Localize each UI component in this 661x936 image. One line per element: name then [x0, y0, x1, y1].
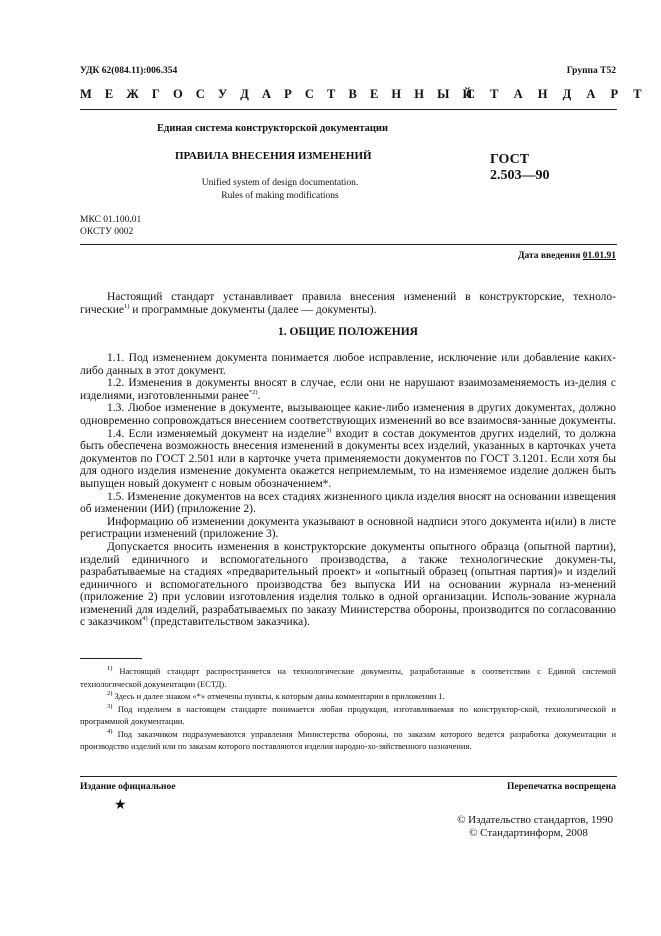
copyright-block	[457, 814, 613, 840]
footnote-1: $^{1)}$ Настоящий стандарт распространяется на технологические документы, разработанные в соответствии с Единой системой технологической документации (ЕСТД).	[80, 665, 616, 689]
clause-1-4: 1.4. Если изменяемый документ на изделие$^{3)}$ входит в состав документов других изделий, то должна быть обеспечена возможность внесения изменений в документы всех изделий, указанных в карточках учета документов по ГОСТ 2.501 или в карточке учета применяемости документов по ГОСТ 3.1201. Если хотя бы для одного изделия изменение документа окажется неприемлемым, то на изменяемое изделие должен быть выпущен новый документ с новым обозначением*.	[80, 426, 617, 490]
gost-designation	[490, 152, 550, 184]
clause-1-3: 1.3. Любое изменение в документе, вызывающее какие-либо изменения в других документах, должно одновременно сопровождаться внесением соответствующих изменений во все взаимосвя-занные документы.	[80, 402, 616, 427]
reprint-notice: Перепечатка воспрещена	[506, 782, 616, 792]
footer-rule	[80, 776, 617, 777]
title-block-rule	[80, 244, 617, 245]
intro-date-value: 01.01.91	[582, 251, 616, 261]
section-body	[80, 352, 616, 629]
mks-code: МКС 01.100.01	[80, 215, 142, 225]
clause-1-5: 1.5. Изменение документов на всех стадиях жизненного цикла изделия вносят на основании извещения об изменении (ИИ) (приложение 2).	[80, 490, 616, 516]
copyright-publisher: © Издательство стандартов, 1990	[457, 814, 613, 826]
intro-date	[518, 251, 616, 261]
clause-1-2: 1.2. Изменения в документы вносят в случае, если они не нарушают взаимозаменяемость из-делия с изделиями, изготовленными ранее$^{*2)}$.	[80, 377, 616, 402]
classification-codes	[80, 214, 141, 238]
document-title: ПРАВИЛА ВНЕСЕНИЯ ИЗМЕНЕНИЙ	[175, 150, 372, 162]
footnote-3: $^{3)}$ Под изделием в настоящем стандарте понимается любая продукция, изготавливаемая по конструктор-ской, технологической и программной документации.	[80, 702, 616, 726]
copyright-standartinform: © Стандартинформ, 2008	[469, 827, 588, 839]
star-icon: ★	[114, 798, 127, 813]
system-name: Единая система конструкторской документации	[157, 123, 388, 134]
group-code: Группа Т52	[566, 66, 616, 76]
footnote-4: $^{4)}$ Под заказчиком подразумеваются управления Министерства обороны, по заказам которого ведется разработка документации и производство изделий или по заказам которого поставляются изделия народно-хо-зяйственного назначения.	[80, 727, 616, 751]
english-title-line-2: Rules of making modifications	[221, 191, 339, 201]
clause-info: Информацию об изменении документа указывают в основной надписи этого документа и(или) в листе регистрации изменений (приложение 3).	[80, 515, 616, 541]
banner-left: М Е Ж Г О С У Д А Р С Т В Е Н Н Ы Й	[80, 87, 478, 101]
header-rule	[80, 109, 617, 110]
english-title-line-1: Unified system of design documentation.	[201, 178, 359, 188]
intro-paragraph: Настоящий стандарт устанавливает правила внесения изменений в конструкторские, техноло-гические$^{1)}$ и программные документы (далее — документы).	[80, 291, 616, 316]
udc-code: УДК 62(084.11):006.354	[80, 66, 178, 76]
footnotes	[80, 665, 616, 753]
intro-date-label: Дата введения	[517, 251, 581, 261]
footnote-2: $^{2)}$ Здесь и далее знаком «*» отмечены пункты, к которым даны комментарии в приложении 1.	[107, 690, 445, 701]
banner-right: С Т А Н Д А Р Т	[466, 87, 648, 101]
clause-1-1: 1.1. Под изменением документа понимается любое исправление, исключение или добавление каких-либо данных в этот документ.	[80, 352, 616, 377]
gost-number: 2.503—90	[490, 168, 550, 183]
gost-label: ГОСТ	[490, 152, 530, 167]
official-edition-label: Издание официальное	[80, 782, 176, 792]
footnote-separator	[80, 658, 142, 659]
section-heading: 1. ОБЩИЕ ПОЛОЖЕНИЯ	[278, 326, 418, 338]
english-title	[150, 177, 410, 203]
okstu-code: ОКСТУ 0002	[80, 227, 134, 237]
clause-allowance: Допускается вносить изменения в конструкторские документы опытного образца (опытной партии), изделий единичного и вспомогательного производства, а также технологические докумен-ты, разрабатываемые на стадиях «предварительный проект» и «опытный образец (опытная партия)» и изделий единичного и вспомогательного производства без выпуска ИИ на основании журнала из-менений (приложение 2) при условии изготовления изделия только в одной организации. Исполь-зование журнала изменений для изделий, разрабатываемых по заказу Министерства обороны, производится по согласованию с заказчиком$^{4)}$ (представительством заказчика).	[80, 540, 616, 629]
